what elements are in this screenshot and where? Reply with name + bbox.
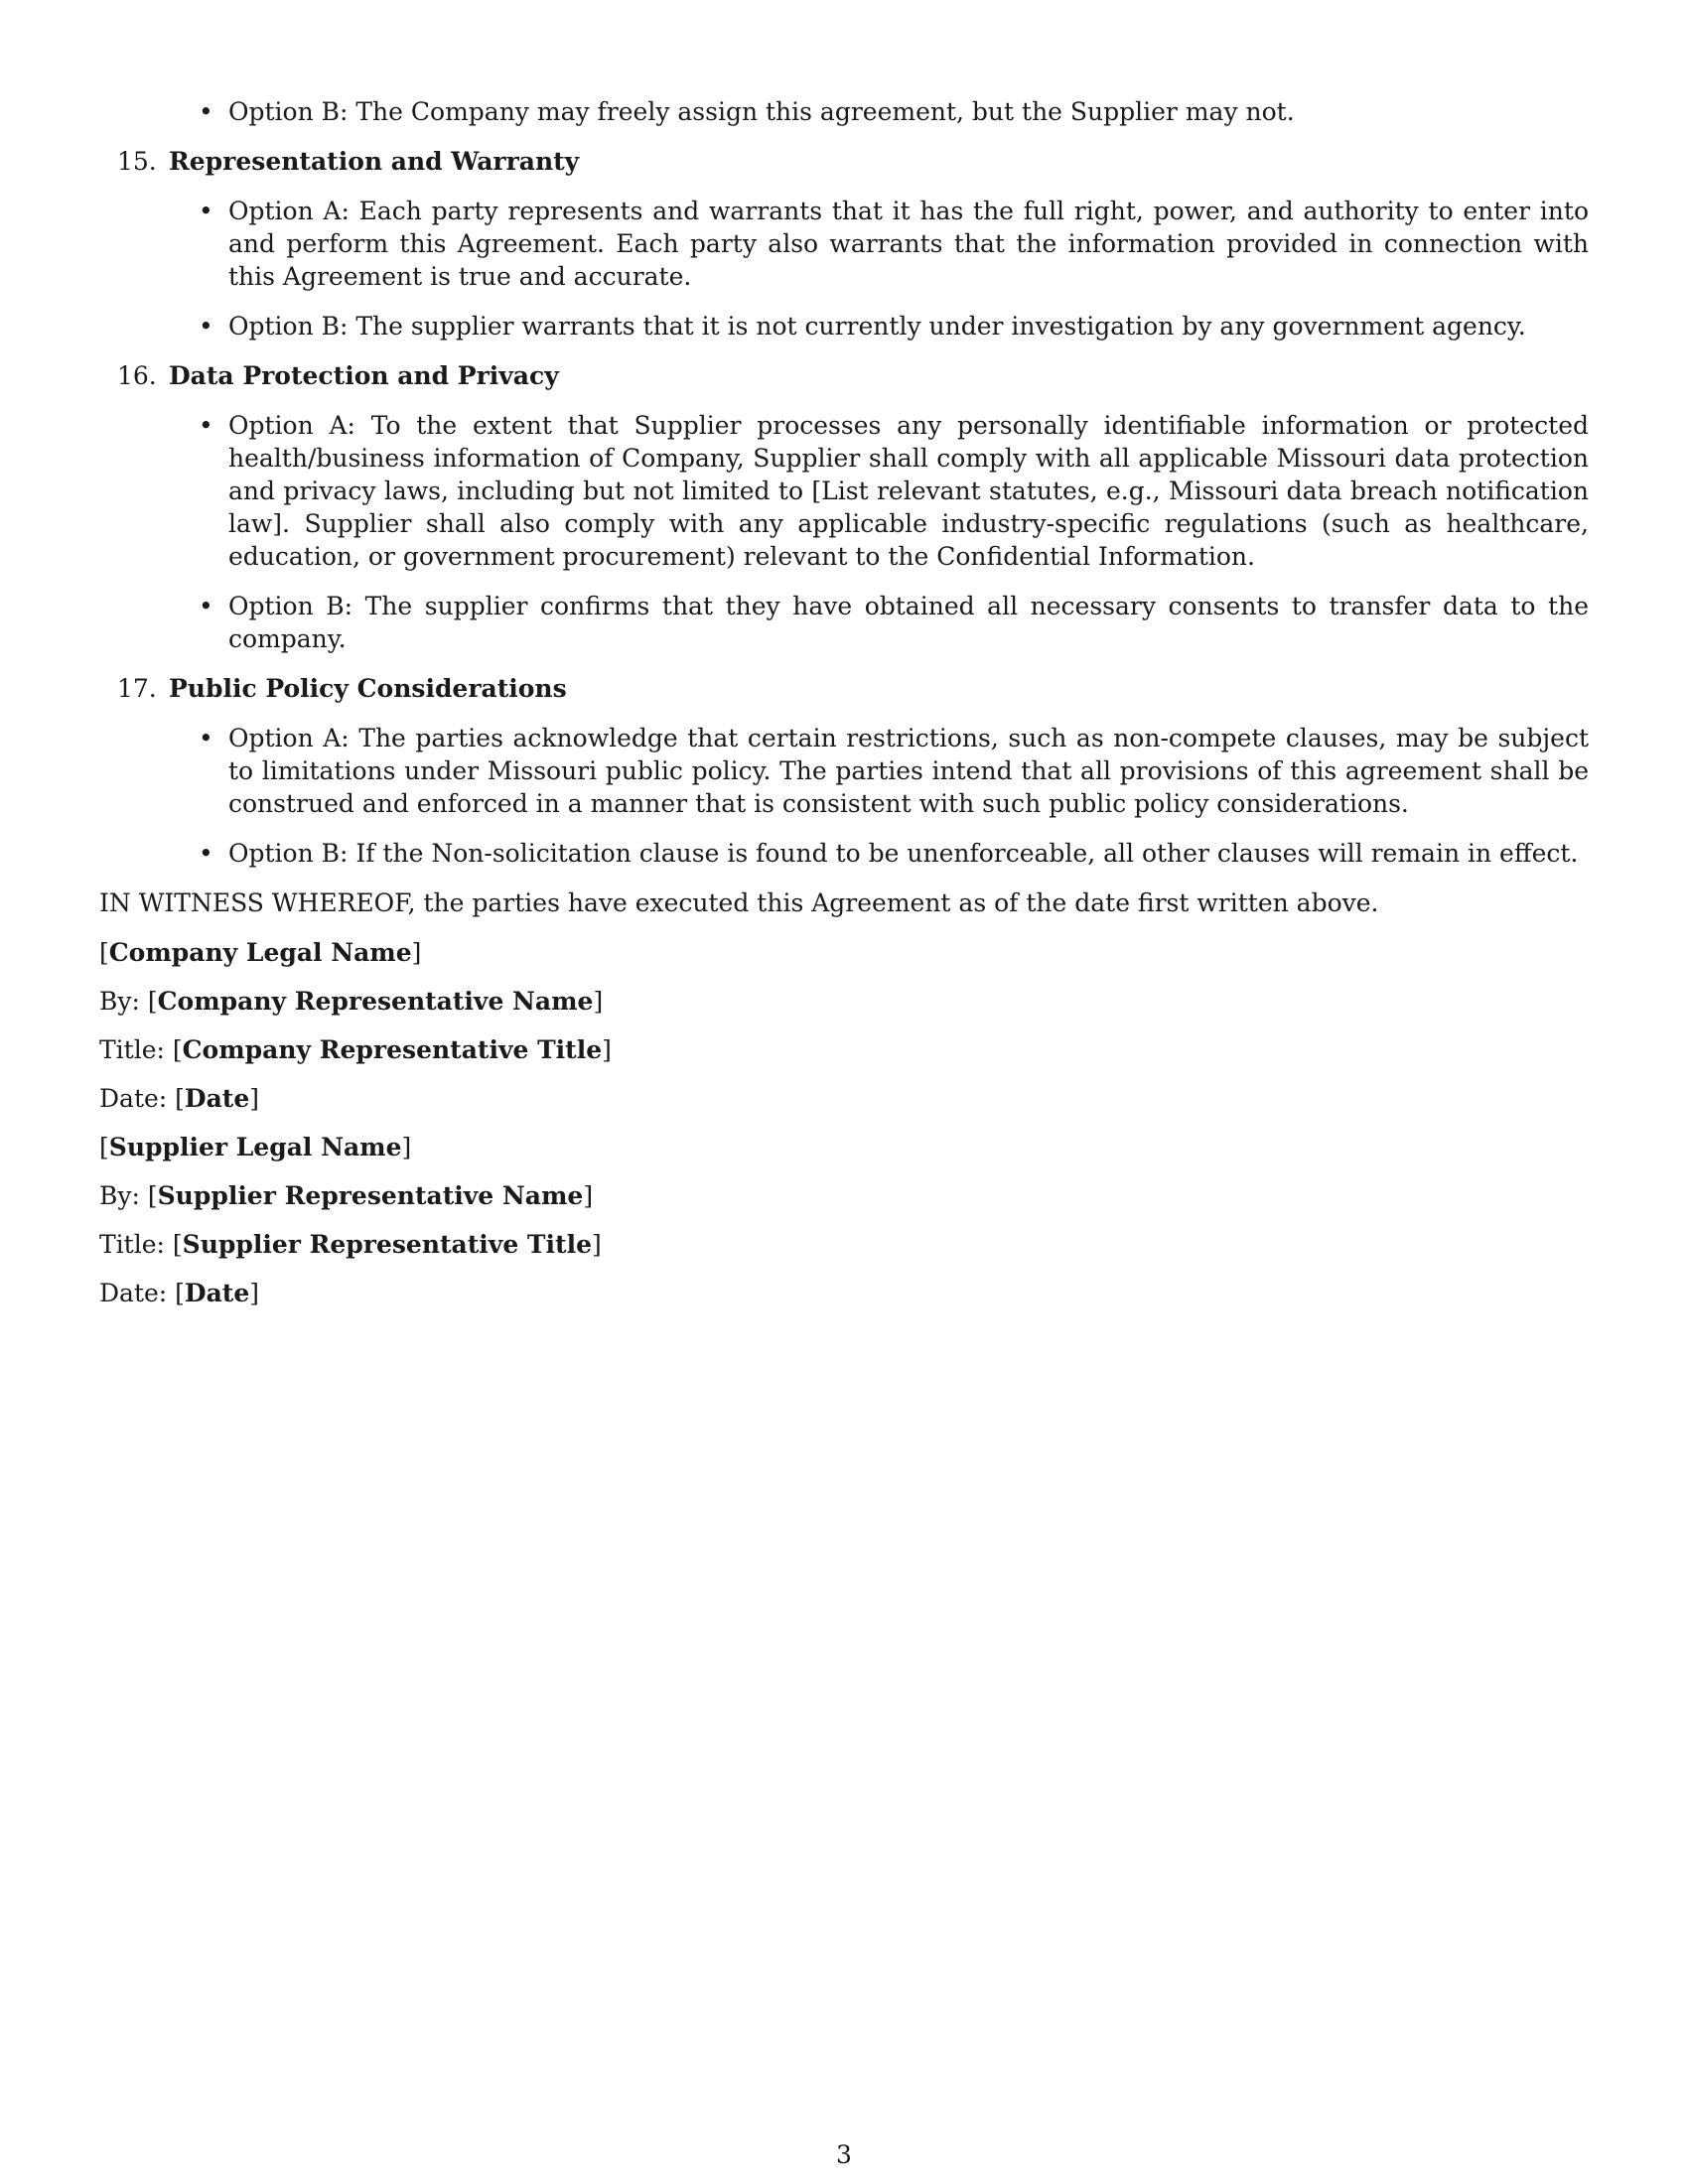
date-label: Date: <box>99 1279 168 1307</box>
bullet-icon: • <box>199 197 213 225</box>
section-heading-17 <box>99 672 1589 705</box>
supplier-title-line: Title: [Supplier Representative Title] <box>99 1230 602 1259</box>
section-number: 16. <box>117 361 157 390</box>
supplier-date: Date <box>184 1279 250 1307</box>
company-legal-name: Company Legal Name <box>108 938 412 967</box>
by-label: By: <box>99 1181 140 1210</box>
list-item <box>99 195 1589 293</box>
option-text: Option B: The Company may freely assign this agreement, but the Supplier may not. <box>228 97 1295 126</box>
list-item <box>99 409 1589 573</box>
bullet-icon: • <box>199 839 213 868</box>
section-number: 15. <box>117 147 157 176</box>
list-item <box>99 590 1589 655</box>
section-heading-16 <box>99 359 1589 392</box>
option-text: Option B: The supplier warrants that it is not currently under investigation by any government agency. <box>228 312 1526 341</box>
supplier-rep-name: Supplier Representative Name <box>157 1181 584 1210</box>
witness-paragraph: IN WITNESS WHEREOF, the parties have executed this Agreement as of the date first written above. <box>99 888 1379 917</box>
title-label: Title: <box>99 1035 165 1064</box>
bullet-icon: • <box>199 312 213 341</box>
option-text: Option B: If the Non-solicitation clause is found to be unenforceable, all other clauses will remain in effect. <box>228 839 1579 868</box>
bullet-icon: • <box>199 411 213 440</box>
company-title-line: Title: [Company Representative Title] <box>99 1035 612 1064</box>
section-title: Public Policy Considerations <box>169 674 567 703</box>
option-text: Option A: The parties acknowledge that certain restrictions, such as non-compete clauses, may be subject to limitations under Missouri public policy. The parties intend that all provisions of this agreement shall be construed and enforced in a manner that is consistent with such public policy considerations. <box>228 724 1589 818</box>
company-by-line: By: [Company Representative Name] <box>99 987 604 1016</box>
bullet-icon: • <box>199 592 213 620</box>
page-number: 3 <box>836 2140 852 2169</box>
document-page <box>99 95 1589 1325</box>
supplier-name-line: [Supplier Legal Name] <box>99 1133 412 1161</box>
company-rep-name: Company Representative Name <box>157 987 594 1016</box>
list-item <box>99 722 1589 820</box>
supplier-by-line: By: [Supplier Representative Name] <box>99 1181 594 1210</box>
list-item <box>99 310 1589 342</box>
date-label: Date: <box>99 1084 168 1113</box>
section-title: Representation and Warranty <box>169 147 580 176</box>
supplier-rep-title: Supplier Representative Title <box>182 1230 592 1259</box>
title-label: Title: <box>99 1230 165 1259</box>
option-text: Option A: To the extent that Supplier processes any personally identifiable information or protected health/business information of Company, Supplier shall comply with all applicable Missouri data protection and privacy laws, including but not limited to [List relevant statutes, e.g., Missouri data breach notification law]. Supplier shall also comply with any applicable industry-specific regulations (such as healthcare, education, or government procurement) relevant to the Confidential Information. <box>228 411 1589 571</box>
section-heading-15 <box>99 145 1589 178</box>
bullet-icon: • <box>199 724 213 752</box>
company-rep-title: Company Representative Title <box>182 1035 603 1064</box>
company-date-line: Date: [Date] <box>99 1084 260 1113</box>
list-item <box>99 837 1589 870</box>
list-item <box>99 95 1589 128</box>
supplier-legal-name: Supplier Legal Name <box>108 1133 402 1161</box>
supplier-date-line: Date: [Date] <box>99 1279 260 1307</box>
bullet-icon: • <box>199 97 213 126</box>
section-title: Data Protection and Privacy <box>169 361 559 390</box>
by-label: By: <box>99 987 140 1016</box>
section-number: 17. <box>117 674 157 703</box>
company-name-line: [Company Legal Name] <box>99 938 422 967</box>
option-text: Option B: The supplier confirms that they have obtained all necessary consents to transfer data to the company. <box>228 592 1589 653</box>
company-date: Date <box>184 1084 250 1113</box>
option-text: Option A: Each party represents and warrants that it has the full right, power, and authority to enter into and perform this Agreement. Each party also warrants that the information provided in connection with this Agreement is true and accurate. <box>228 197 1589 291</box>
